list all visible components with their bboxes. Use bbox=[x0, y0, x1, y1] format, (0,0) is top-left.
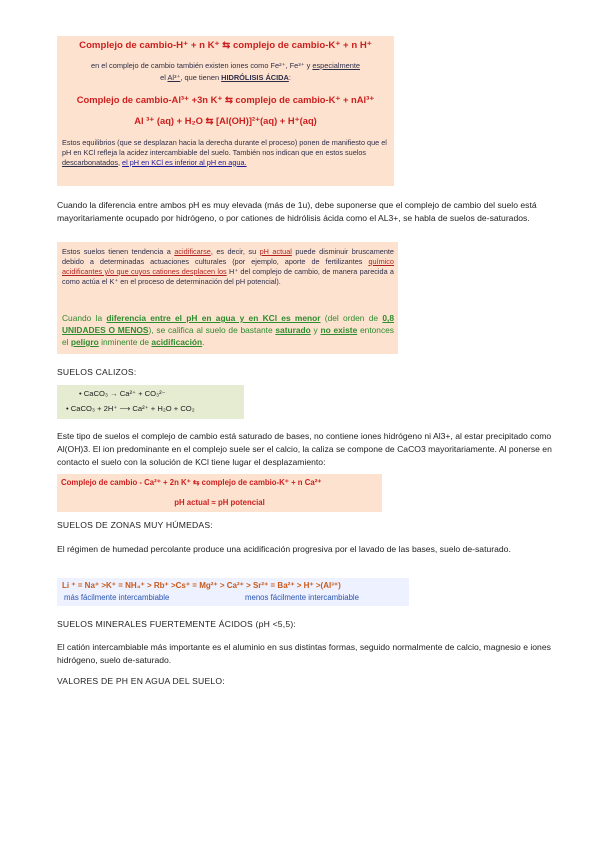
equilibrium-box bbox=[57, 36, 394, 186]
ph-equivalence: pH actual ≈ pH potencial bbox=[174, 498, 265, 507]
reaction-carbonate-acid: • CaCO₃ + 2H⁺ ⟶ Ca²⁺ + H₂O + CO₂ bbox=[66, 404, 195, 413]
acidification-box bbox=[57, 242, 398, 354]
acidification-tendency-text: Estos suelos tienen tendencia a acidificarse, es decir, su pH actual puede disminuir bruscamente debido a determinadas actuaciones culturales (por ejemplo, aporte de fertilizantes químico acidificantes y/o que cuyos cationes desplacen los H⁺ del complejo de cambio, de manera parecida a como actúa el K⁺ en el proceso de determinación del pH potencial). bbox=[62, 247, 394, 286]
calcium-exchange-box bbox=[57, 474, 382, 512]
cation-series: Li ⁺ = Na⁺ >K⁺ = NH₄⁺ > Rb⁺ >Cs⁺ = Mg²⁺ > Ca²⁺ > Sr²⁺ = Ba²⁺ > H⁺ >(Al³⁺) bbox=[62, 581, 341, 590]
easily-exchangeable-label: más fácilmente intercambiable bbox=[64, 593, 170, 602]
paragraph-humid: El régimen de humedad percolante produce una acidificación progresiva por el lavado de las bases, suelo de-saturado. bbox=[57, 544, 511, 554]
heading-calcareous-soils: SUELOS CALIZOS: bbox=[57, 367, 137, 377]
exchangeability-series-box bbox=[57, 578, 409, 606]
carbonate-reactions-box bbox=[57, 385, 244, 419]
reaction-carbonate-dissolution: • CaCO₃ → Ca²⁺ + CO₃²⁻ bbox=[79, 389, 166, 398]
heading-acid-mineral-soils: SUELOS MINERALES FUERTEMENTE ÁCIDOS (pH <5,5): bbox=[57, 619, 296, 629]
paragraph-acid-mineral: El catión intercambiable más importante es el aluminio en sus distintas formas, seguido normalmente de calcio, magnesio e iones hidrógeno, suelo de-saturado. bbox=[57, 642, 551, 666]
paragraph-desaturated: Cuando la diferencia entre ambos pH es muy elevada (más de 1u), debe suponerse que el complejo de cambio del suelo está mayoritariamente ocupado por hidrógeno, o por cationes de hidrólisis ácida como el AL3+, se habla de suelos de-saturados. bbox=[57, 200, 537, 224]
less-exchangeable-label: menos fácilmente intercambiable bbox=[245, 593, 359, 602]
saturation-criterion-text: Cuando la diferencia entre el pH en agua y en KCl es menor (del orden de 0,8 UNIDADES O MENOS), se califica al suelo de bastante saturado y no existe entonces el peligro inminente de acidificación. bbox=[62, 313, 394, 347]
equation-ca-exchange: Complejo de cambio - Ca²⁺ + 2n K⁺ ⇆ complejo de cambio-K⁺ + n Ca²⁺ bbox=[61, 478, 322, 487]
heading-ph-values: VALORES DE PH EN AGUA DEL SUELO: bbox=[57, 676, 225, 686]
iron-ions-note: en el complejo de cambio también existen iones como Fe²⁺, Fe³⁺ y especialmente bbox=[90, 61, 361, 70]
equation-al-exchange: Complejo de cambio-Al³⁺ +3n K⁺ ⇆ complejo de cambio-K⁺ + nAl³⁺ bbox=[76, 94, 375, 105]
equilibrium-explanation: Estos equilibrios (que se desplazan hacia la derecha durante el proceso) ponen de manifiesto que el pH en KCl refleja la acidez intercambiable del suelo. También nos indican que en estos suelos descarbonatados, el pH en KCl es inferior al pH en agua. bbox=[62, 138, 387, 167]
paragraph-calcareous: Este tipo de suelos el complejo de cambio está saturado de bases, no contiene iones hidrógeno ni Al3+, al estar precipitado como Al(OH)3. El ion predominante en el complejo suele ser el calcio, la caliza se compone de CaCO3 mayoritariamente. Al ponerse en contacto el suelo con la solución de KCl tiene lugar el desplazamiento: bbox=[57, 431, 552, 468]
aluminium-note: el Al³⁺, que tienen HIDRÓLISIS ÁCIDA: bbox=[160, 73, 291, 82]
equation-h-exchange: Complejo de cambio-H⁺ + n K⁺ ⇆ complejo de cambio-K⁺ + n H⁺ bbox=[79, 40, 372, 51]
equation-al-hydrolysis: Al ³⁺ (aq) + H₂O ⇆ [Al(OH)]²⁺(aq) + H⁺(aq) bbox=[134, 115, 317, 126]
heading-humid-soils: SUELOS DE ZONAS MUY HÚMEDAS: bbox=[57, 520, 213, 530]
